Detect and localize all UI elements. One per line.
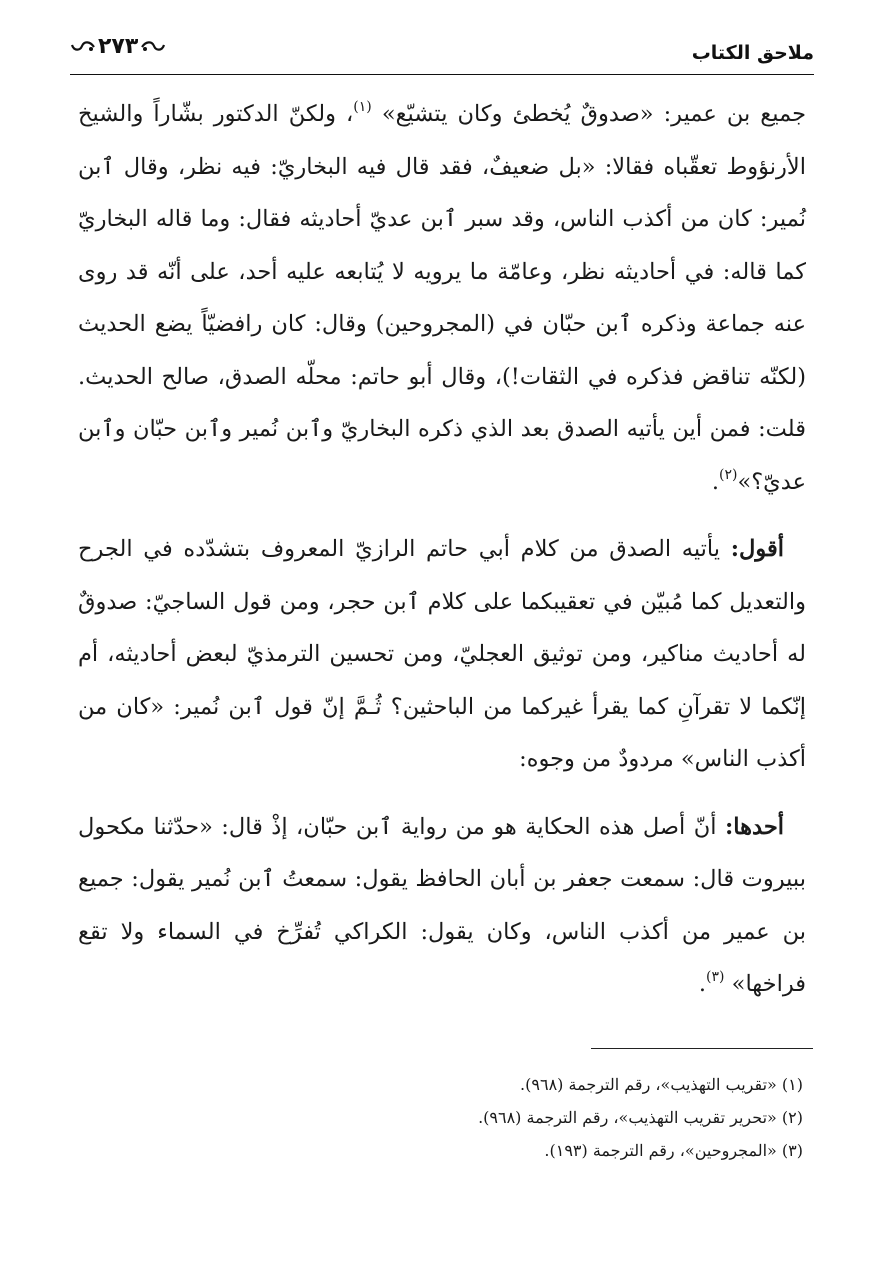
- paragraph-1-rest: ، ولكنّ الدكتور بشّاراً والشيخ الأرنؤوط تعقّباه فقالا: «بل ضعيفٌ، فقد قال فيه البخاريّ: فيه نظر، وقال ٱبن نُمير: كان من أكذب الناس، وقد سبر ٱبن عديّ أحاديثه فقال: وما قاله البخاريّ كما قاله: في أحاديثه نظر، وعامّة ما يرويه لا يُتابعه عليه أحد، على أنّه قد روى عنه جماعة وذكره ٱبن حبّان في (المجروحين) وقال: كان رافضيّاً يضع الحديث (لكنّه تناقض فذكره في الثقات!)، وقال أبو حاتم: محلّه الصدق، صالح الحديث. قلت: فمن أين يأتيه الصدق بعد الذي ذكره البخاريّ وٱبن نُمير وٱبن حبّان وٱبن عديّ؟»: [78, 101, 806, 495]
- running-title: ملاحق الكتاب: [691, 42, 814, 64]
- paragraph-3-lead: أحدها:: [725, 813, 784, 840]
- footnote-3: (٣) «المجروحين»، رقم الترجمة (١٩٣).: [544, 1141, 803, 1160]
- paragraph-2-lead: أقول:: [730, 536, 784, 562]
- paragraph-3-text: أنّ أصل هذه الحكاية هو من رواية ٱبن حبّان، إذْ قال: «حدّثنا مكحول ببيروت قال: سمعت جعفر بن أبان الحافظ يقول: سمعتُ ٱبن نُمير يقول: جميع بن عمير من أكذب الناس، وكان يقول: الكراكي تُفرِّخ في السماء ولا تقع فراخها»: [78, 813, 806, 997]
- paragraph-2-text: يأتيه الصدق من كلام أبي حاتم الرازيّ المعروف بتشدّده في الجرح والتعديل كما مُبيّن في تعقيبكما على كلام ٱبن حجر، ومن قول الساجيّ: صدوقٌ له أحاديث مناكير، ومن توثيق العجليّ، ومن تحسين الترمذيّ لبعض أحاديثه، أم إنّكما لا تقرآنِ كما يقرأ غيركما من الباحثين؟ ثُـمَّ إنّ قول ٱبن نُمير: «كان من أكذب الناس» مردودٌ من وجوه:: [78, 536, 806, 772]
- footnote-2: (٢) «تحرير تقريب التهذيب»، رقم الترجمة (٩٦٨).: [478, 1108, 803, 1127]
- footnote-ref-3: (٣): [706, 969, 725, 985]
- header-rule: [70, 74, 814, 75]
- ornament-left-icon: [70, 40, 96, 54]
- page-number: ٢٧٣: [98, 34, 139, 59]
- footnote-ref-1: (١): [353, 99, 372, 115]
- footnote-ref-2: (٢): [718, 466, 738, 483]
- paragraph-1-end: .: [711, 468, 719, 495]
- footnotes: [73, 1068, 813, 1167]
- paragraph-1-start: جميع بن عمير: «صدوقٌ يُخطئ وكان يتشيّع»: [381, 101, 806, 127]
- paragraph-3-end: .: [698, 971, 707, 997]
- page-header: [70, 32, 814, 76]
- page-number-block: [70, 34, 166, 59]
- paragraph-3: [78, 801, 806, 1011]
- paragraph-1: [78, 88, 806, 508]
- ornament-right-icon: [140, 40, 166, 54]
- footnote-rule: [591, 1048, 813, 1049]
- footnote-1: (١) «تقريب التهذيب»، رقم الترجمة (٩٦٨).: [520, 1075, 803, 1094]
- paragraph-2: [78, 523, 806, 786]
- main-text: [78, 88, 806, 1026]
